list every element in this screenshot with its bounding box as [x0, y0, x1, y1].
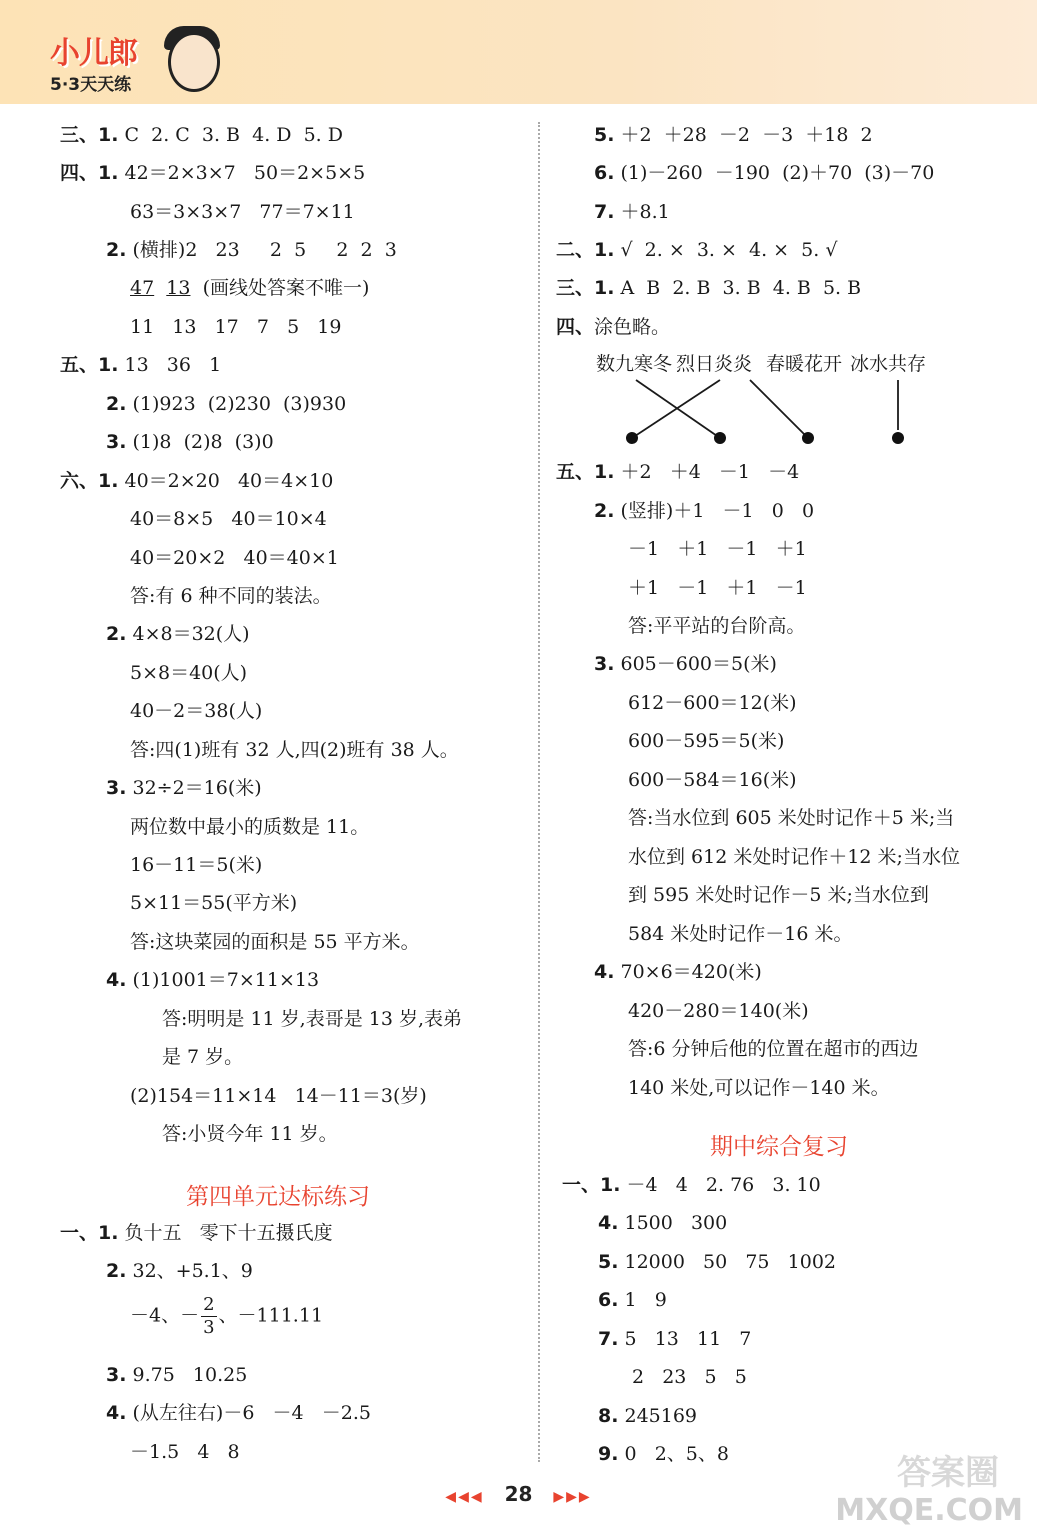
question-number: 2. [106, 623, 127, 645]
column-divider [538, 122, 540, 1462]
right-answer-line [598, 1249, 836, 1275]
answer-text: 负十五 零下十五摄氏度 [118, 1222, 333, 1244]
question-number: 2. [106, 393, 127, 415]
left-answer-line [162, 1006, 462, 1032]
answer-text: 5×11＝55(平方米) [130, 892, 298, 914]
left-answer-line [106, 237, 397, 263]
answer-text: ＋1 －1 ＋1 －1 [628, 577, 807, 599]
watermark-logo: 答案圈 [897, 1453, 999, 1493]
answer-text: A B 2. B 3. B 4. B 5. B [614, 277, 862, 299]
answer-text: √ 2. × 3. × 4. × 5. √ [614, 239, 838, 261]
right-answer-line [628, 1036, 919, 1062]
answer-text: 32、+5.1、9 [126, 1260, 253, 1282]
left-answer-line [130, 583, 332, 609]
question-number: 五、1. [60, 354, 119, 376]
right-answer-line [594, 498, 814, 524]
answer-text: 40＝2×20 40＝4×10 [118, 470, 334, 492]
left-answer-line [130, 929, 420, 955]
question-number: 6. [598, 1289, 619, 1311]
match-dot-1 [626, 432, 638, 444]
right-answer-line [598, 1403, 697, 1429]
next-arrows-icon: ▶▶▶ [553, 1489, 592, 1505]
left-answer-line [106, 1400, 371, 1426]
left-answer-line [60, 122, 343, 148]
right-answer-line [628, 575, 807, 601]
answer-note: (画线处答案不唯一) [202, 277, 370, 299]
logo-face-icon [168, 32, 220, 92]
right-answer-line [628, 998, 809, 1024]
answer-text: 涂色略。 [594, 316, 671, 338]
question-number: 3. [106, 777, 127, 799]
question-number: 3. [106, 1364, 127, 1386]
fraction-numerator: 2 [203, 1294, 215, 1315]
answer-text: 32÷2＝16(米) [126, 777, 262, 799]
answer-text: 5×8＝40(人) [130, 662, 248, 684]
answer-text: 12000 50 75 1002 [618, 1251, 836, 1273]
answer-text: 40－2＝38(人) [130, 700, 263, 722]
answer-text: (竖排)＋1 －1 0 0 [614, 500, 815, 522]
answer-text: 答:四(1)班有 32 人,四(2)班有 38 人。 [130, 739, 459, 761]
page-number: 28 [504, 1482, 533, 1506]
left-answer-line [106, 1258, 253, 1284]
question-number: 2. [106, 239, 127, 261]
question-number: 四、1. [60, 162, 119, 184]
answer-text: 584 米处时记作－16 米。 [628, 923, 853, 945]
left-answer-line [162, 1044, 243, 1070]
left-answer-line [60, 468, 333, 494]
left-answer-line [162, 1121, 338, 1147]
answer-text: 答:小贤今年 11 岁。 [162, 1123, 338, 1145]
match-label-1: 数九寒冬 [596, 353, 673, 375]
right-answer-line [556, 314, 670, 340]
right-answer-line [628, 844, 960, 870]
answer-text: (1)923 (2)230 (3)930 [126, 393, 347, 415]
section-title-midterm: 期中综合复习 [710, 1134, 848, 1160]
publisher-logo [40, 26, 210, 96]
answer-text: ＋8.1 [614, 201, 670, 223]
answer-text: 70×6＝420(米) [614, 961, 762, 983]
answer-text: 600－595＝5(米) [628, 730, 785, 752]
answer-text: 到 595 米处时记作－5 米;当水位到 [628, 884, 929, 906]
answer-text: 答:明明是 11 岁,表哥是 13 岁,表弟 [162, 1008, 462, 1030]
left-answer-line [130, 1294, 323, 1339]
answer-text: (2)154＝11×14 14－11＝3(岁) [130, 1085, 427, 1107]
left-answer-line [60, 1220, 333, 1246]
right-answer-line [594, 651, 777, 677]
question-number: 5. [598, 1251, 619, 1273]
question-number: 三、1. [60, 124, 119, 146]
answer-text: 600－584＝16(米) [628, 769, 797, 791]
left-answer-line [106, 967, 319, 993]
left-answer-line [60, 352, 221, 378]
left-answer-line [130, 275, 369, 301]
answer-text: (1)8 (2)8 (3)0 [126, 431, 274, 453]
question-number: 7. [598, 1328, 619, 1350]
question-number: 8. [598, 1405, 619, 1427]
answer-text: 420－280＝140(米) [628, 1000, 809, 1022]
question-number: 一、1. [562, 1174, 621, 1196]
answer-text: －1.5 4 8 [130, 1441, 240, 1463]
question-number: 二、1. [556, 239, 615, 261]
question-number: 一、1. [60, 1222, 119, 1244]
question-number: 五、1. [556, 461, 615, 483]
question-number: 4. [106, 1402, 127, 1424]
answer-text: (1)－260 －190 (2)＋70 (3)－70 [614, 162, 935, 184]
answer-text: 1 9 [618, 1289, 667, 1311]
right-answer-line [594, 199, 670, 225]
right-answer-line [628, 921, 853, 947]
right-answer-line [598, 1287, 667, 1313]
right-answer-line [628, 728, 784, 754]
logo-series: 5·3天天练 [50, 75, 132, 95]
right-answer-line [594, 160, 934, 186]
left-answer-line [130, 814, 369, 840]
answer-text: 11 13 17 7 5 19 [130, 316, 342, 338]
match-dot-4 [892, 432, 904, 444]
question-number: 6. [594, 162, 615, 184]
underlined-answer: 13 [166, 277, 191, 299]
watermark-url: MXQE.COM [835, 1493, 1023, 1528]
answer-text: (横排)2 23 2 5 2 2 3 [126, 239, 397, 261]
match-dot-2 [714, 432, 726, 444]
answer-text: －4 4 2. 76 3. 10 [620, 1174, 821, 1196]
answer-text: 63＝3×3×7 77＝7×11 [130, 201, 355, 223]
answer-text: 、－111.11 [218, 1304, 324, 1327]
question-number: 3. [594, 653, 615, 675]
answer-text: 605－600＝5(米) [614, 653, 777, 675]
answer-text: (1)1001＝7×11×13 [126, 969, 320, 991]
left-answer-line [130, 890, 297, 916]
right-answer-line [562, 1172, 821, 1198]
left-answer-line [130, 545, 339, 571]
left-answer-line [130, 1439, 240, 1465]
answer-text: 13 36 1 [118, 354, 222, 376]
question-number: 三、1. [556, 277, 615, 299]
prev-arrows-icon: ◀◀◀ [445, 1489, 484, 1505]
left-answer-line [60, 160, 365, 186]
question-number: 四、 [556, 316, 595, 338]
left-answer-line [130, 660, 247, 686]
answer-text: ＋2 ＋28 －2 －3 ＋18 2 [614, 124, 873, 146]
left-answer-line [106, 621, 250, 647]
right-answer-line [632, 1364, 747, 1390]
match-dot-3 [802, 432, 814, 444]
answer-text: 2 23 5 5 [632, 1366, 747, 1388]
fraction-denominator: 3 [203, 1317, 215, 1338]
underlined-answer: 47 [130, 277, 155, 299]
fraction [201, 1294, 216, 1339]
left-answer-line [130, 314, 341, 340]
answer-text: 是 7 岁。 [162, 1046, 244, 1068]
right-answer-line [628, 613, 805, 639]
right-answer-line [556, 459, 799, 485]
answer-text: 答:当水位到 605 米处时记作＋5 米;当 [628, 807, 955, 829]
answer-text: 1500 300 [618, 1212, 728, 1234]
question-number: 4. [598, 1212, 619, 1234]
answer-text: 答:这块菜园的面积是 55 平方米。 [130, 931, 420, 953]
header-banner [0, 0, 1037, 104]
answer-text: 水位到 612 米处时记作＋12 米;当水位 [628, 846, 960, 868]
answer-text: －4、－ [130, 1304, 200, 1327]
right-answer-line [598, 1441, 729, 1467]
match-label-4: 冰水共存 [850, 353, 927, 375]
right-answer-line [628, 1075, 890, 1101]
left-answer-line [106, 1362, 247, 1388]
answer-text: 0 2、5、8 [618, 1443, 729, 1465]
match-label-3: 春暖花开 [766, 353, 843, 375]
answer-text: 答:平平站的台阶高。 [628, 615, 806, 637]
right-answer-line [628, 536, 807, 562]
right-answer-line [628, 882, 929, 908]
question-number: 7. [594, 201, 615, 223]
match-line-3 [750, 380, 808, 438]
answer-text: 9.75 10.25 [126, 1364, 248, 1386]
question-number: 2. [106, 1260, 127, 1282]
left-answer-line [106, 391, 346, 417]
match-label-2: 烈日炎炎 [676, 353, 753, 375]
left-answer-line [130, 1083, 427, 1109]
left-answer-line [130, 852, 262, 878]
answer-text: C 2. C 3. B 4. D 5. D [118, 124, 343, 146]
answer-text: 16－11＝5(米) [130, 854, 263, 876]
section-title-unit4: 第四单元达标练习 [186, 1184, 370, 1210]
answer-text: 40＝20×2 40＝40×1 [130, 547, 339, 569]
answer-text: 答:有 6 种不同的装法。 [130, 585, 332, 607]
answer-text: 245169 [618, 1405, 698, 1427]
right-answer-line [598, 1210, 727, 1236]
question-number: 2. [594, 500, 615, 522]
right-answer-line [556, 237, 837, 263]
answer-text: 两位数中最小的质数是 11。 [130, 816, 370, 838]
answer-text: 40＝8×5 40＝10×4 [130, 508, 327, 530]
question-number: 4. [594, 961, 615, 983]
left-answer-line [130, 737, 459, 763]
left-answer-line [106, 775, 262, 801]
right-answer-line [628, 690, 797, 716]
logo-brand: 小儿郎 [50, 36, 137, 71]
answer-text: 612－600＝12(米) [628, 692, 797, 714]
question-number: 六、1. [60, 470, 119, 492]
question-number: 3. [106, 431, 127, 453]
answer-text: 140 米处,可以记作－140 米。 [628, 1077, 890, 1099]
answer-text: 5 13 11 7 [618, 1328, 752, 1350]
right-answer-line [594, 959, 762, 985]
question-number: 4. [106, 969, 127, 991]
answer-text: 4×8＝32(人) [126, 623, 250, 645]
right-answer-line [628, 767, 797, 793]
left-answer-line [130, 199, 355, 225]
right-answer-line [628, 805, 954, 831]
right-answer-line [556, 275, 861, 301]
answer-text: 答:6 分钟后他的位置在超市的西边 [628, 1038, 919, 1060]
right-answer-line [598, 1326, 751, 1352]
matching-diagram [580, 346, 940, 456]
answer-text: (从左往右)－6 －4 －2.5 [126, 1402, 371, 1424]
answer-text: －1 ＋1 －1 ＋1 [628, 538, 807, 560]
question-number: 9. [598, 1443, 619, 1465]
answer-text: ＋2 ＋4 －1 －4 [614, 461, 800, 483]
right-answer-line [594, 122, 873, 148]
answer-text: 42＝2×3×7 50＝2×5×5 [118, 162, 366, 184]
left-answer-line [130, 506, 327, 532]
left-answer-line [106, 429, 274, 455]
left-answer-line [130, 698, 262, 724]
question-number: 5. [594, 124, 615, 146]
